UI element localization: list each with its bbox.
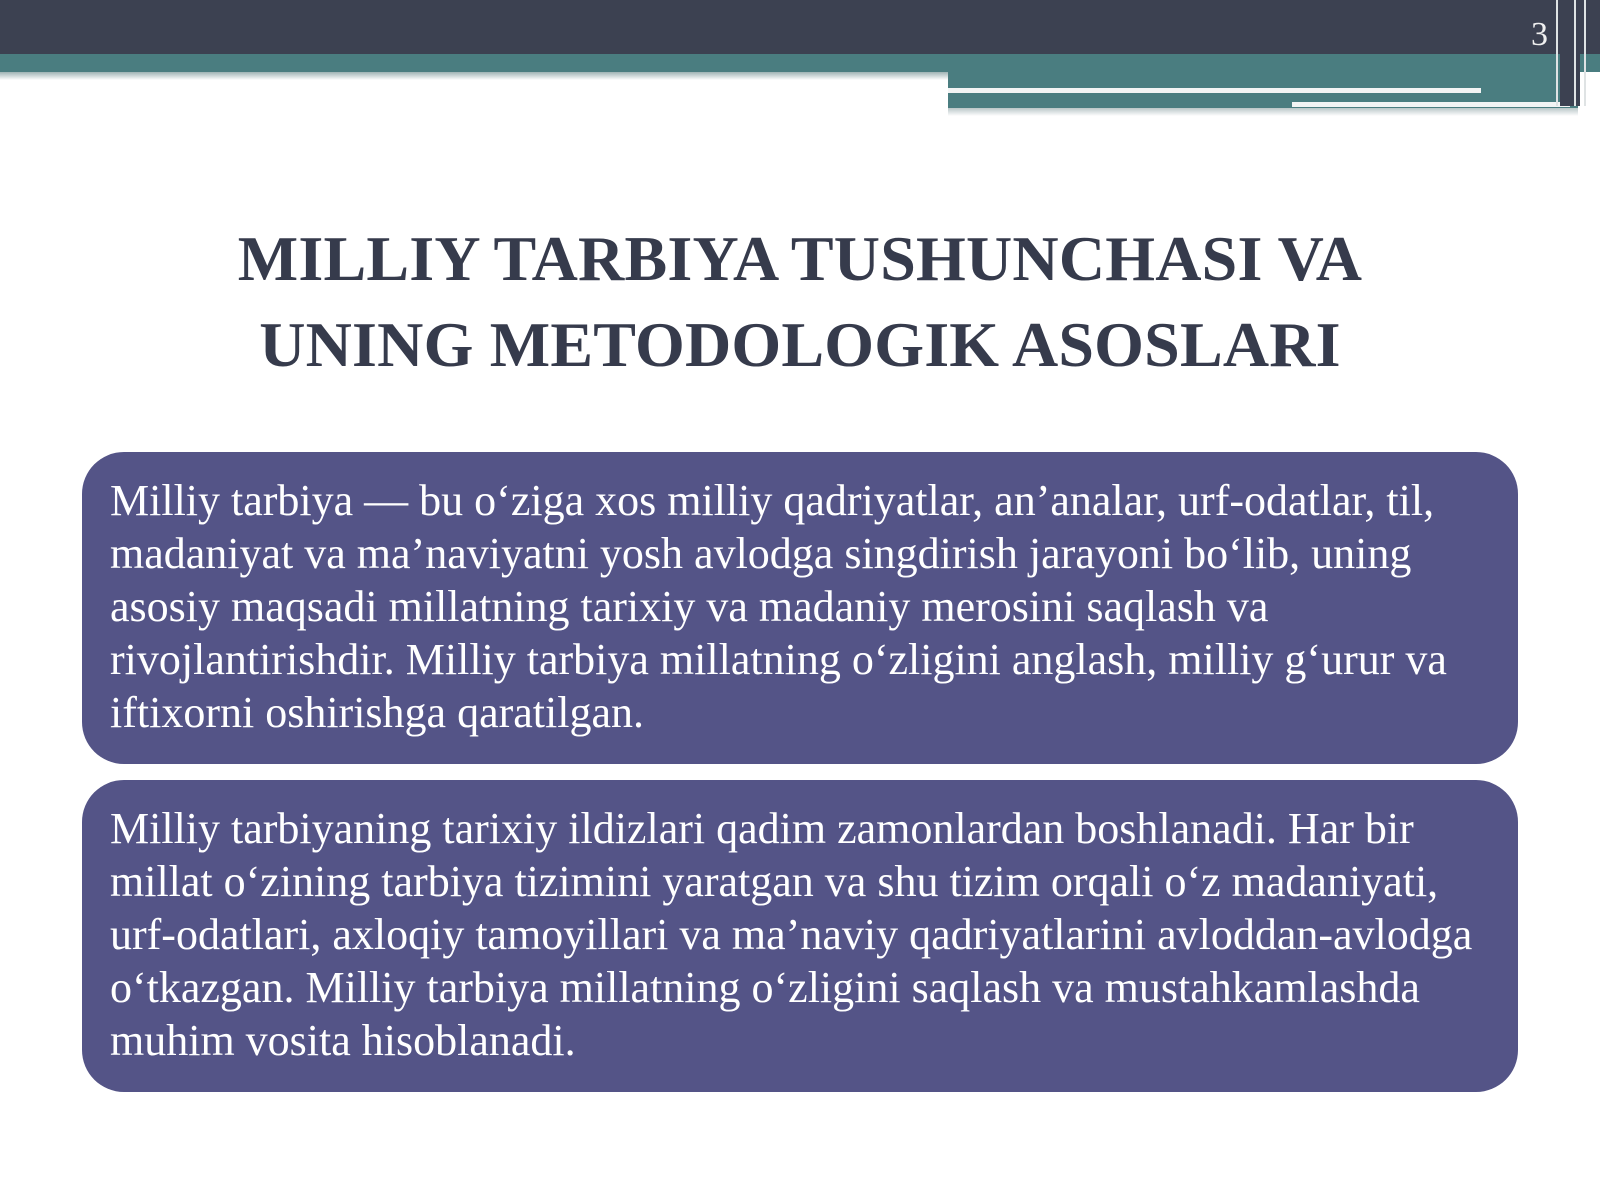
content-block bbox=[82, 452, 1518, 764]
header-shadow bbox=[0, 72, 950, 80]
slide-title: MILLIY TARBIYA TUSHUNCHASI VA UNING METODOLOGIK ASOSLARI bbox=[237, 223, 1363, 380]
content-block-text: Milliy tarbiyaning tarixiy ildizlari qadim zamonlardan boshlanadi. Har bir millat o‘zining tarbiya tizimini yaratgan va shu tizim orqali o‘z madaniyati, urf-odatlari, axloqiy tamoyillari va ma’naviy qadriyatlarini avloddan-avlodga o‘tkazgan. Milliy tarbiya millatning o‘zligini saqlash va mustahkamlashda muhim vosita hisoblanadi. bbox=[110, 804, 1473, 1065]
header-step-shadow bbox=[948, 108, 1578, 116]
header-vertical-line bbox=[1574, 0, 1576, 106]
header-accent-line bbox=[948, 88, 1481, 93]
page-number: 3 bbox=[1531, 16, 1548, 53]
content-block-text: Milliy tarbiya — bu o‘ziga xos milliy qadriyatlar, an’analar, urf-odatlar, til, madaniyat va ma’naviyatni yosh avlodga singdirish jarayoni bo‘lib, uning asosiy maqsadi millatning tarixiy va madaniy merosini saqlash va rivojlantirishdir. Milliy tarbiya millatning o‘zligini anglash, milliy g‘urur va iftixorni oshirishga qaratilgan. bbox=[110, 476, 1447, 737]
header-accent-line bbox=[1292, 102, 1570, 107]
header-vertical-line bbox=[1556, 0, 1558, 106]
content-block bbox=[82, 780, 1518, 1092]
header-right-bar bbox=[1560, 0, 1580, 106]
header-dark-band bbox=[0, 0, 1600, 54]
header-teal-band bbox=[0, 54, 1600, 72]
header-vertical-line bbox=[1584, 0, 1586, 106]
